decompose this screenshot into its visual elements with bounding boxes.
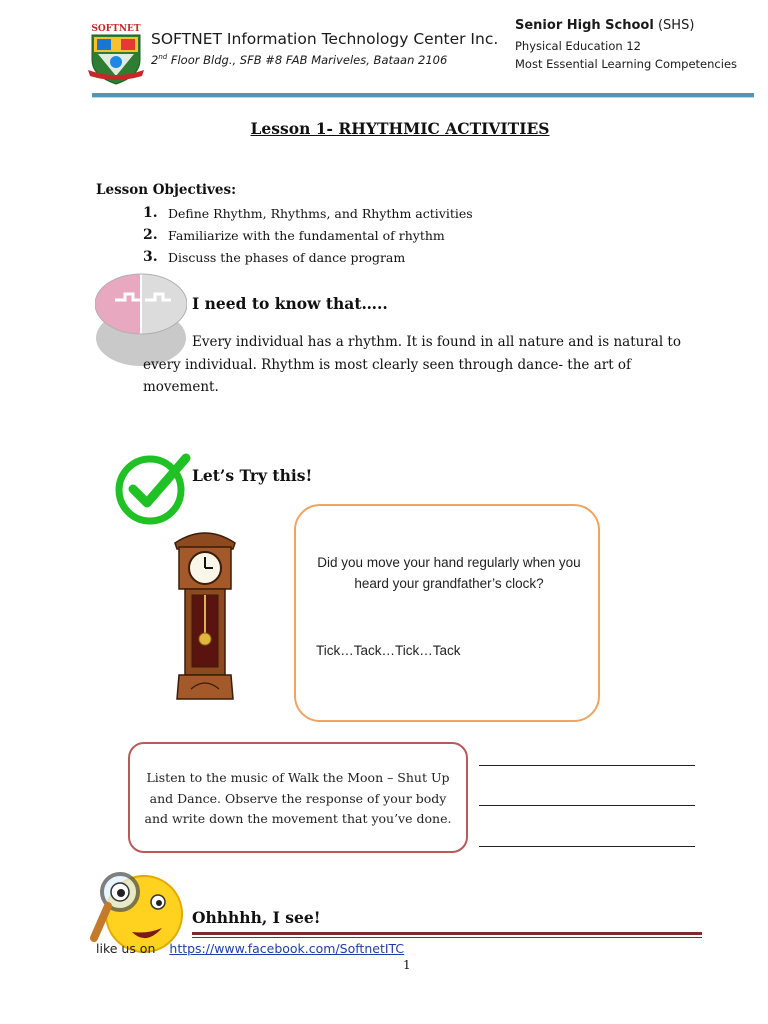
green-check-icon <box>114 449 194 527</box>
page-number: 1 <box>403 958 411 972</box>
footer-rule-thin <box>192 937 702 938</box>
footer-rule <box>192 932 702 935</box>
answer-line[interactable] <box>479 765 695 766</box>
objective-item: 3. Discuss the phases of dance program <box>143 249 406 265</box>
footer-like <box>96 941 404 956</box>
school-level-abbr: (SHS) <box>657 18 695 33</box>
need-to-know-title: I need to know that….. <box>192 294 388 313</box>
objectives-list <box>143 202 473 268</box>
need-to-know-paragraph: Every individual has a rhythm. It is found in all nature and is natural to every individual. Rhythm is most clearly seen through dance- the art of movement. <box>143 334 681 395</box>
logo-text: SOFTNET <box>91 24 141 34</box>
subject-name: Physical Education 12 <box>515 39 641 53</box>
school-level: Senior High School <box>515 18 654 33</box>
music-task-text: Listen to the music of Walk the Moon – Shut Up and Dance. Observe the response of your body and write down the movement that you’ve done. <box>144 770 452 826</box>
clock-sound: Tick…Tack…Tick…Tack <box>316 643 461 658</box>
objective-item: 2. Familiarize with the fundamental of rhythm <box>143 227 445 243</box>
objectives-heading: Lesson Objectives: <box>96 182 237 198</box>
answer-line[interactable] <box>479 805 695 806</box>
org-name: SOFTNET Information Technology Center Inc. <box>151 30 499 48</box>
header-right <box>515 18 737 73</box>
try-this-title: Let’s Try this! <box>192 466 313 485</box>
org-address: 2nd Floor Bldg., SFB #8 FAB Mariveles, Bataan 2106 <box>151 53 448 67</box>
music-task-box <box>128 742 468 853</box>
grandfather-clock-icon <box>171 527 239 703</box>
clock-question-box <box>294 504 600 722</box>
like-text: like us on <box>96 941 156 956</box>
i-see-title: Ohhhhh, I see! <box>192 908 321 927</box>
school-logo <box>86 22 146 86</box>
competencies-label: Most Essential Learning Competencies <box>515 57 738 71</box>
objective-item: 1. Define Rhythm, Rhythms, and Rhythm activities <box>143 205 473 221</box>
lesson-title: Lesson 1- RHYTHMIC ACTIVITIES <box>250 119 550 138</box>
header-divider-thin <box>92 97 754 98</box>
clock-question: Did you move your hand regularly when you heard your grandfather’s clock? <box>317 555 581 591</box>
answer-line[interactable] <box>479 846 695 847</box>
facebook-link[interactable]: https://www.facebook.com/SoftnetITC <box>169 941 405 956</box>
